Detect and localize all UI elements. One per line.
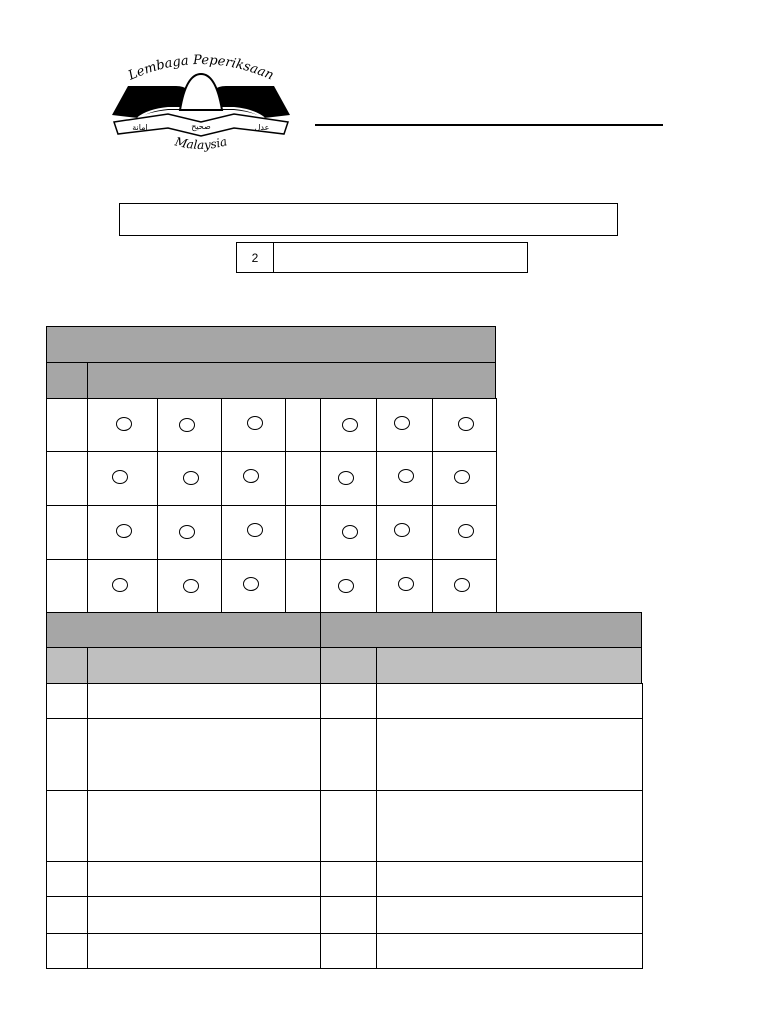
answer-grid-cell — [320, 451, 377, 506]
lower-table-header-right — [320, 612, 642, 648]
answer-grid-row-number-cell — [46, 451, 88, 506]
answer-bubble[interactable] — [112, 470, 128, 484]
svg-text:Malaysia — [173, 134, 229, 152]
answer-bubble[interactable] — [342, 525, 358, 539]
answer-grid-cell — [157, 451, 222, 506]
answer-grid-header — [46, 326, 496, 363]
page-number-box — [236, 242, 274, 273]
logo-ribbon-right: عدل — [254, 123, 270, 132]
answer-bubble[interactable] — [116, 417, 132, 431]
lower-table-entry-cell[interactable] — [376, 861, 643, 897]
lower-table-number-cell — [46, 790, 88, 862]
answer-grid-cell — [87, 451, 158, 506]
lower-table-subheader-number-right — [320, 647, 377, 684]
answer-bubble[interactable] — [398, 469, 414, 483]
answer-grid-cell — [376, 505, 433, 560]
lower-table-number-cell — [320, 861, 377, 897]
answer-grid-subheader — [87, 362, 496, 399]
lower-table-number-cell — [320, 896, 377, 934]
answer-grid-row-number-cell — [46, 505, 88, 560]
answer-bubble[interactable] — [243, 577, 259, 591]
page-number: 2 — [251, 250, 259, 265]
answer-bubble[interactable] — [398, 577, 414, 591]
answer-grid-cell — [221, 559, 286, 613]
lower-table-subheader-left — [87, 647, 321, 684]
lower-table-entry-cell[interactable] — [87, 896, 321, 934]
answer-grid-cell — [221, 451, 286, 506]
answer-grid-cell — [432, 559, 497, 613]
answer-grid-cell — [221, 505, 286, 560]
answer-grid-cell — [87, 398, 158, 452]
answer-bubble[interactable] — [454, 578, 470, 592]
answer-grid-cell — [285, 559, 321, 613]
answer-grid-cell — [157, 398, 222, 452]
lower-table-number-cell — [320, 790, 377, 862]
answer-grid-cell — [157, 559, 222, 613]
lower-table-number-cell — [46, 933, 88, 969]
lower-table-entry-cell[interactable] — [376, 896, 643, 934]
lower-table-entry-cell[interactable] — [87, 718, 321, 791]
answer-bubble[interactable] — [394, 523, 410, 537]
answer-bubble[interactable] — [458, 524, 474, 538]
lower-table-entry-cell[interactable] — [376, 718, 643, 791]
answer-grid-cell — [221, 398, 286, 452]
lower-table-entry-cell[interactable] — [87, 790, 321, 862]
title-field[interactable] — [119, 203, 618, 236]
answer-grid-cell — [320, 398, 377, 452]
lower-table-number-cell — [46, 861, 88, 897]
examination-board-logo — [108, 52, 294, 156]
answer-bubble[interactable] — [454, 470, 470, 484]
answer-bubble[interactable] — [243, 469, 259, 483]
answer-grid-cell — [87, 559, 158, 613]
logo-ribbon-left: امانة — [132, 123, 148, 132]
lower-table-number-cell — [46, 718, 88, 791]
lower-table-number-cell — [320, 718, 377, 791]
name-field[interactable] — [273, 242, 528, 273]
answer-grid-cell — [285, 505, 321, 560]
lower-table-number-cell — [46, 896, 88, 934]
answer-bubble[interactable] — [342, 418, 358, 432]
answer-grid-row-number-cell — [46, 559, 88, 613]
lower-table-number-cell — [320, 933, 377, 969]
answer-grid-cell — [320, 505, 377, 560]
lower-table-number-cell — [46, 683, 88, 719]
logo-bottom-text: Malaysia — [173, 134, 229, 153]
lower-table-number-cell — [320, 683, 377, 719]
lower-table-entry-cell[interactable] — [376, 790, 643, 862]
answer-bubble[interactable] — [179, 418, 195, 432]
answer-bubble[interactable] — [179, 525, 195, 539]
answer-grid-subheader-number — [46, 362, 88, 399]
answer-bubble[interactable] — [458, 417, 474, 431]
answer-bubble[interactable] — [247, 416, 263, 430]
answer-grid-cell — [432, 451, 497, 506]
answer-bubble[interactable] — [183, 471, 199, 485]
answer-bubble[interactable] — [247, 523, 263, 537]
answer-grid-cell — [320, 559, 377, 613]
answer-bubble[interactable] — [338, 579, 354, 593]
answer-bubble[interactable] — [183, 579, 199, 593]
answer-grid-cell — [432, 505, 497, 560]
logo-top-text: Lembaga Peperiksaan — [126, 52, 276, 84]
answer-grid-cell — [87, 505, 158, 560]
lower-table-entry-cell[interactable] — [87, 683, 321, 719]
answer-grid-cell — [285, 451, 321, 506]
lower-table-entry-cell[interactable] — [87, 933, 321, 969]
lower-table-entry-cell[interactable] — [376, 933, 643, 969]
answer-bubble[interactable] — [338, 471, 354, 485]
header-underline — [315, 124, 663, 126]
answer-grid-row-number-cell — [46, 398, 88, 452]
lower-table-header-left — [46, 612, 321, 648]
answer-bubble[interactable] — [116, 524, 132, 538]
answer-bubble[interactable] — [394, 416, 410, 430]
lower-table-subheader-right — [376, 647, 642, 684]
answer-grid-cell — [376, 559, 433, 613]
logo-ribbon-middle: صحيح — [191, 122, 211, 131]
answer-grid-cell — [376, 398, 433, 452]
lower-table-entry-cell[interactable] — [87, 861, 321, 897]
lower-table-subheader-number-left — [46, 647, 88, 684]
answer-grid-cell — [157, 505, 222, 560]
answer-grid-cell — [285, 398, 321, 452]
lower-table-entry-cell[interactable] — [376, 683, 643, 719]
answer-grid-cell — [376, 451, 433, 506]
answer-bubble[interactable] — [112, 578, 128, 592]
answer-grid-cell — [432, 398, 497, 452]
